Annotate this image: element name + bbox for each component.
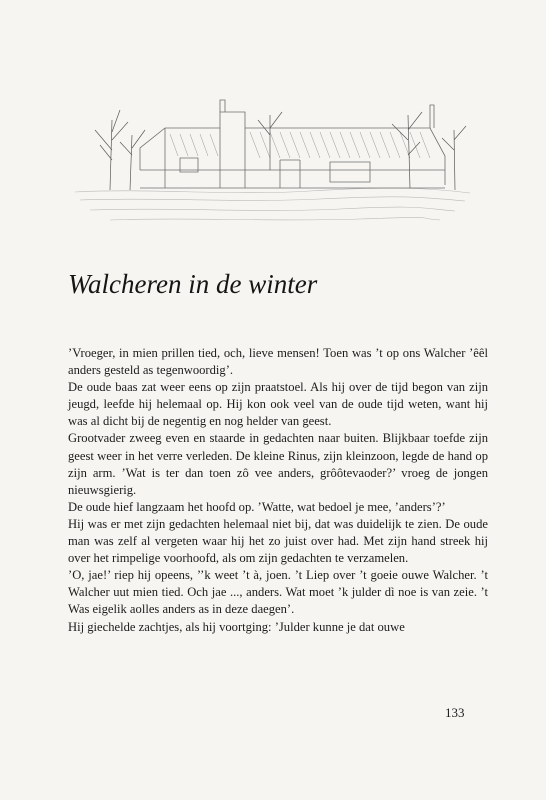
paragraph: Grootvader zweeg even en staarde in gedachten naar buiten. Blijkbaar toefde zijn geest weer in het verre verleden. De kleine Rinus, zijn kleinzoon, legde de hand op zijn arm. ’Wat is ter dan toen zô vee anders, grôôtevaoder?’ vroeg de jongen nieuwsgierig. xyxy=(68,431,488,497)
farmhouse-winter-sketch-icon xyxy=(70,60,475,240)
paragraph: ’Vroeger, in mien prillen tied, och, lieve mensen! Toen was ’t op ons Walcher ’êêl anders gesteld as tegenwoordig’. xyxy=(68,346,488,378)
body-text xyxy=(68,345,488,636)
paragraph: ’O, jae!’ riep hij opeens, ’’k weet ’t à, joen. ’t Liep over ’t goeie ouwe Walcher. ’t Walcher uut mien tied. Och jae ..., anders. Wat moet ’k julder dì noe is van zeie. ’t Was eigelik aolles anders as in deze daegen’. xyxy=(68,568,488,617)
paragraph: De oude baas zat weer eens op zijn praatstoel. Als hij over de tijd begon van zijn jeugd, leefde hij helemaal op. Hij kon ook veel van de oude tijd weten, want hij was al dicht bij de negentig en nog helder van geest. xyxy=(68,380,488,429)
page-title: Walcheren in de winter xyxy=(68,269,318,299)
page-number: 133 xyxy=(445,705,465,720)
paragraph: Hij was er met zijn gedachten helemaal niet bij, dat was duidelijk te zien. De oude man was zelf al vergeten waar hij het zo juist over had. Met zijn hand streek hij over het rimpelige voorhoofd, als om zijn gedachten te verzamelen. xyxy=(68,516,488,566)
paragraph: De oude hief langzaam het hoofd op. ’Watte, wat bedoel je mee, ’anders’?’ xyxy=(68,499,446,514)
paragraph: Hij giechelde zachtjes, als hij voortging: ’Julder kunne je dat ouwe xyxy=(68,619,405,634)
